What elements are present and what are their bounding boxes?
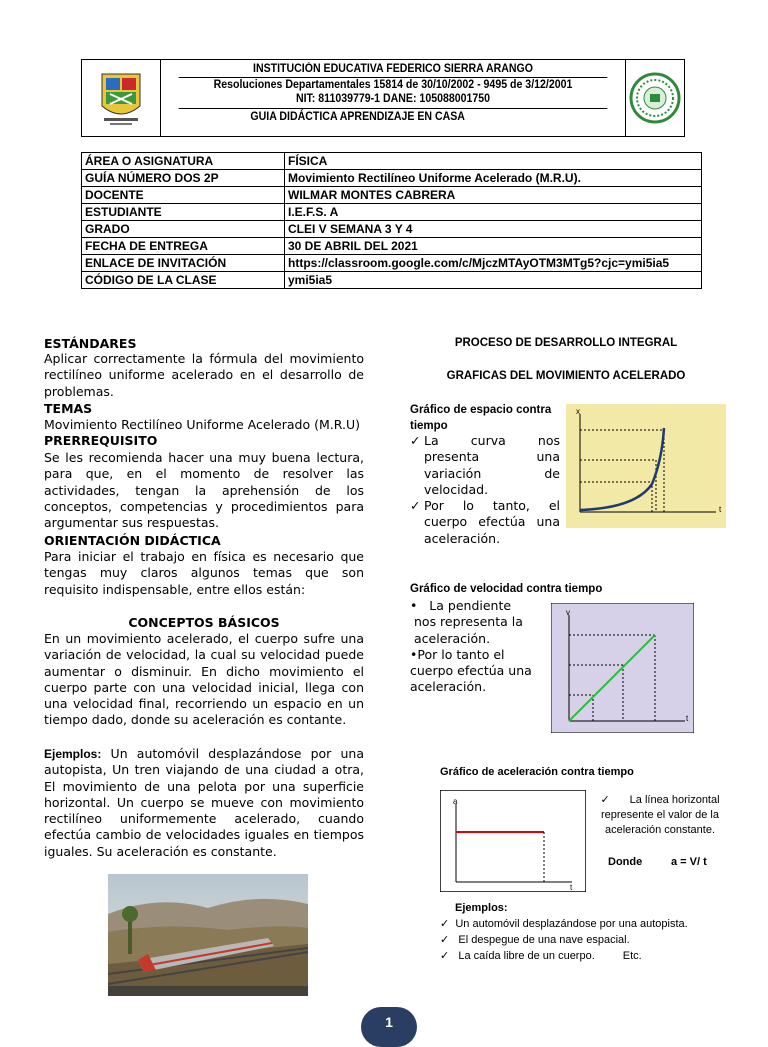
- info-value: I.E.F.S. A: [285, 204, 702, 221]
- info-row: [82, 272, 702, 289]
- distance-time-graph: [566, 404, 726, 528]
- x-axis-label: t: [686, 714, 689, 723]
- g1-item: ✓ Por lo tanto, el cuerpo efectúa una aceleración.: [410, 498, 560, 546]
- acceleration-time-graph: [440, 790, 586, 892]
- info-value: FÍSICA: [285, 153, 702, 170]
- document-header: [81, 59, 685, 137]
- bullet-icon: •: [410, 646, 418, 662]
- page-number-badge: 1: [361, 1007, 417, 1047]
- info-key: ENLACE DE INVITACIÓN: [82, 255, 285, 272]
- x-axis-label: t: [570, 883, 573, 892]
- nit-dane-line: NIT: 811039779-1 DANE: 105088001750: [295, 93, 491, 105]
- example-item: ✓ Un automóvil desplazándose por una autopista.: [440, 918, 688, 930]
- info-key: CÓDIGO DE LA CLASE: [82, 272, 285, 289]
- prerrequisito-heading: PRERREQUISITO: [44, 433, 158, 448]
- ejemplos-text: Un automóvil desplazándose por una autopista, Un tren viajando de una ciudad a otra, El movimiento de una pelota por una superficie horizontal. Un cuerpo se mueve con movimiento rectilíneo uniformemente acelerado, cuando efectúa cambio de velocidades iguales en tiempos iguales. Su aceleración es constante.: [44, 746, 364, 859]
- g2-title: Gráfico de velocidad contra tiempo: [410, 583, 603, 595]
- info-value: 30 DE ABRIL DEL 2021: [285, 238, 702, 255]
- check-icon: ✓: [440, 950, 459, 962]
- example-item: ✓ La caída libre de un cuerpo. Etc.: [440, 950, 642, 962]
- y-axis-label: v: [566, 608, 570, 617]
- g3-note: ✓ La línea horizontal represente el valor de la aceleración constante.: [600, 794, 720, 836]
- info-key: FECHA DE ENTREGA: [82, 238, 285, 255]
- ejemplos-paragraph: [44, 746, 364, 860]
- info-table: [81, 152, 702, 289]
- ejemplos-label: Ejemplos:: [44, 747, 102, 761]
- x-axis-label: t: [719, 505, 722, 514]
- g3-title: Gráfico de aceleración contra tiempo: [440, 766, 634, 778]
- g1-list: [410, 433, 560, 547]
- g1-item: ✓ La curva nos presenta una variación de velocidad.: [410, 433, 560, 497]
- info-row: [82, 238, 702, 255]
- ejemplos-right-list: [440, 916, 730, 964]
- guide-title: GUIA DIDÁCTICA APRENDIZAJE EN CASA: [179, 108, 608, 137]
- institution-name: INSTITUCIÓN EDUCATIVA FEDERICO SIERRA ARANGO: [179, 61, 608, 78]
- proceso-heading: PROCESO DE DESARROLLO INTEGRAL: [454, 337, 678, 349]
- conceptos-heading: CONCEPTOS BÁSICOS: [128, 615, 280, 630]
- graph-background: [440, 790, 586, 892]
- school-seal-logo: [625, 60, 684, 136]
- info-value[interactable]: https://classroom.google.com/c/MjczMTAyOTM3MTg5?cjc=ymi5ia5: [285, 255, 702, 272]
- info-row: [82, 204, 702, 221]
- graficas-heading: GRAFICAS DEL MOVIMIENTO ACELERADO: [446, 370, 686, 382]
- temas-text: Movimiento Rectilíneo Uniforme Acelerado (M.R.U): [44, 417, 360, 432]
- info-row: [82, 255, 702, 272]
- estandares-text: Aplicar correctamente la fórmula del movimiento rectilíneo uniforme acelerado en el desarrollo de problemas.: [44, 351, 364, 399]
- check-icon: ✓: [440, 934, 459, 946]
- g1-title: Gráfico de espacio contra tiempo: [410, 404, 552, 432]
- g2-item: •Por lo tanto el cuerpo efectúa una aceleración.: [410, 646, 532, 695]
- orientacion-heading: ORIENTACIÓN DIDÁCTICA: [44, 533, 221, 548]
- orientacion-text: Para iniciar el trabajo en física es necesario que tengas muy claros algunos temas que son requisito indispensable, entre ellos están:: [44, 549, 364, 597]
- info-key: GUÍA NÚMERO DOS 2P: [82, 170, 285, 187]
- g2-item: • La pendiente: [410, 598, 512, 613]
- resolutions-line: Resoluciones Departamentales 15814 de 30/10/2002 - 9495 de 3/12/2001: [213, 79, 573, 91]
- info-row: [82, 170, 702, 187]
- info-value: Movimiento Rectilíneo Uniforme Acelerado (M.R.U).: [285, 170, 702, 187]
- info-value: WILMAR MONTES CABRERA: [285, 187, 702, 204]
- check-icon: ✓: [440, 918, 456, 930]
- info-key: ÁREA O ASIGNATURA: [82, 153, 285, 170]
- example-item: ✓ El despegue de una nave espacial.: [440, 934, 630, 946]
- bullet-icon: •: [410, 598, 430, 613]
- train-photo: [108, 874, 308, 996]
- velocity-time-graph: [551, 603, 694, 733]
- conceptos-text: En un movimiento acelerado, el cuerpo sufre una variación de velocidad, la cual su velocidad puede aumentar o disminuir. En dicho movimiento el cuerpo parte con una velocidad inicial, llega con una velocidad final, recorriendo un espacio en un tiempo dado, donde su aceleración es contante.: [44, 631, 364, 728]
- info-key: GRADO: [82, 221, 285, 238]
- g3-formula: a = V/ t: [671, 856, 707, 868]
- temas-heading: TEMAS: [44, 401, 93, 416]
- info-value: ymi5ia5: [285, 272, 702, 289]
- ejemplos-right-heading: Ejemplos:: [455, 902, 508, 914]
- g2-list: • La pendiente nos representa la aceleración. •Por lo tanto el cuerpo efectúa una aceleración.: [410, 598, 540, 696]
- check-icon: ✓: [410, 498, 421, 514]
- prerrequisito-text: Se les recomienda hacer una muy buena lectura, para que, en el momento de resolver las actividades, tengan la aprehensión de los conceptos, competencias y procedimientos para argumentar sus respuestas.: [44, 450, 364, 531]
- info-row: [82, 153, 702, 170]
- check-icon: ✓: [600, 794, 610, 806]
- info-key: DOCENTE: [82, 187, 285, 204]
- y-axis-label: x: [576, 407, 580, 416]
- g3-donde: Donde: [608, 856, 643, 868]
- info-key: ESTUDIANTE: [82, 204, 285, 221]
- school-crest-logo: [82, 60, 161, 136]
- info-value: CLEI V SEMANA 3 Y 4: [285, 221, 702, 238]
- info-row: [82, 221, 702, 238]
- check-icon: ✓: [410, 433, 421, 448]
- estandares-heading: ESTÁNDARES: [44, 336, 137, 351]
- info-row: [82, 187, 702, 204]
- y-axis-label: a: [453, 797, 458, 806]
